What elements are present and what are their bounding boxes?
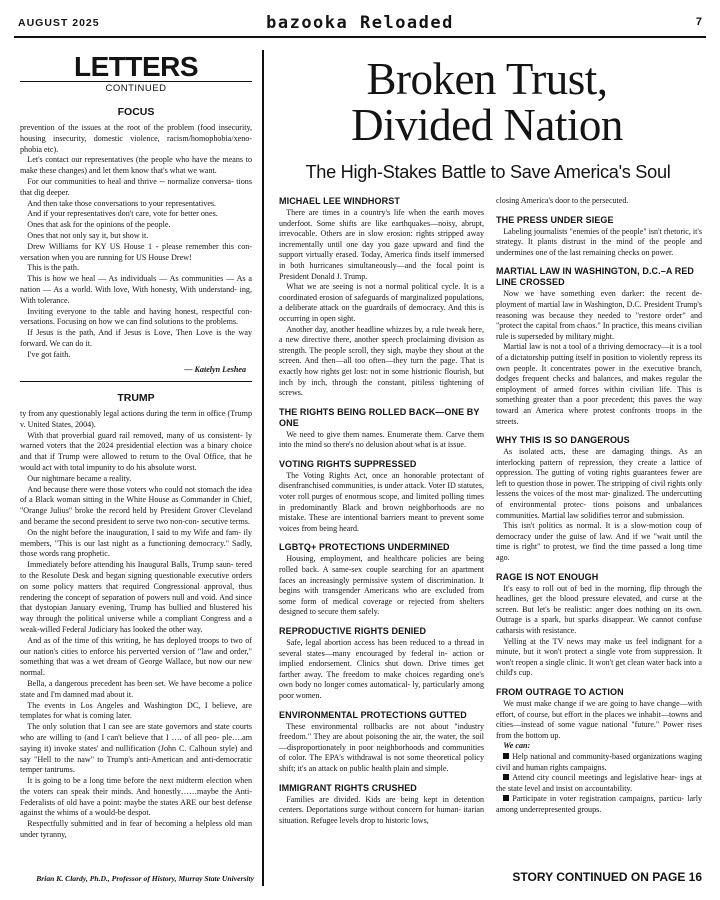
issue-date: AUGUST 2025: [18, 17, 100, 29]
section-heading: ENVIRONMENTAL PROTECTIONS GUTTED: [279, 709, 467, 720]
section-heading: REPRODUCTIVE RIGHTS DENIED: [279, 626, 427, 636]
letter-paragraph: With that proverbial guard rail removed, many of us consistent- ly warned voters that the 2024 presidential election was a binary choice and that if Trump were allowed to return to the Oval Office, that he would act with total impunity to do his absolute worst.: [20, 430, 252, 472]
letter-paragraph: Ones that not only say it, but show it.: [27, 230, 149, 240]
article-paragraph: Families are divided. Kids are being kept in detention centers. Deportations surge without concern for human- itarian situation. Refugee levels drop to historic lows,: [279, 794, 484, 825]
letter-paragraph: The only solution that I can see are state governors and state courts who are willing to (and I can't believe that I …. of all peo- ple….am saying it) invoke states' and nullification (John C. Calhoun style) and say "Hell to the naw" to Trump's anti-American and anti-democratic temper tantrums.: [20, 722, 252, 775]
letter-paragraph: And as of the time of this writing, he has deployed troops to two of our nation's cities to enforce his perverted version of "law and order," something that was a wet dream of George Wallace, but now our new normal.: [20, 635, 252, 678]
article-paragraph: It's easy to roll out of bed in the morning, flip through the headlines, get the blood pressure elevated, and curse at the screen. But let's be realistic: anger does nothing on its own. Outrage is a spark, but sparks disappear. We cannot confuse catharsis with resistance.: [496, 583, 702, 635]
section-heading: WHY THIS IS SO DANGEROUS: [496, 435, 630, 446]
article-paragraph: As isolated acts, these are damaging things. As an interlocking pattern of repression, they create a lattice of oppression. The gutting of voting rights guarantees fewer are left to question those in power. The stripping of civil rights only lessens the voices of the most mar- ginalized. The undercutting of environmental protec- tions poisons and unbalances communities. Martial law solidifies terror and submission.: [496, 447, 702, 520]
section-heading: IMMIGRANT RIGHTS CRUSHED: [279, 782, 417, 793]
bullet-square-icon: [503, 795, 509, 801]
letter-focus: [20, 106, 252, 375]
article-paragraph: Another day, another headline whizzes by, a rule tweak here, a new directive there, another speech proclaiming division as strength. The people scroll, they sigh, maybe they shout at the screen. And then—all too often—they turn the page. That is exactly how rights get lost: not in some histrionic flourish, but inch by inch, through the constant, pitiless tightening of screws.: [279, 324, 484, 398]
letters-rule: [20, 81, 252, 82]
letter-paragraph: And because there were those voters who could not stomach the idea of a Black woman sitting in the White House as Commander in Chief, "Orange Julius" broke the record held by President Grover Cleveland and became the second president to serve two non-con- secutive terms.: [20, 484, 252, 526]
letter-paragraph: If Jesus is the path, And if Jesus is Love, Then Love is the way forward. We can do it.: [20, 328, 252, 348]
article-paragraph: Yelling at the TV news may make us feel indignant for a minute, but it won't protect a single vote from suppression. It won't reopen a single clinic. It won't get clean water back into a child's cup.: [496, 636, 702, 678]
section-heading: THE PRESS UNDER SIEGE: [496, 214, 614, 225]
section-heading: FROM OUTRAGE TO ACTION: [496, 686, 624, 697]
article-paragraph: Labeling journalists "enemies of the people" isn't rhetoric, it's strategy. It plants distrust in the mind of the people and undermines one of the last remaining checks on power.: [496, 226, 702, 257]
article-paragraph: There are times in a country's life when the earth moves underfoot. Some shifts are like earthquakes—noisy, abrupt, irrevocable. Others are in slow erosion: rights stripped away incrementally until one day you gaze upward and find the support virtually erased. Today, America finds itself immersed in both hurricanes simultaneously—and the focal point is President Donald J. Trump.: [279, 208, 484, 281]
masthead: bazooka Reloaded: [266, 13, 454, 33]
article-column-3: [496, 196, 702, 816]
action-bullet: [496, 752, 702, 773]
page-number: 7: [695, 16, 702, 28]
header-rule: [14, 36, 706, 38]
article-paragraph: Safe, legal abortion access has been reduced to a thread in several states—many encouraged by federal in- action or implied endorsement. Clinics shut down. Drive times get farther away. The freedom to make choices regarding one's own body no longer comes automatical- ly, particularly among poor women.: [279, 638, 484, 700]
article-subhead: The High-Stakes Battle to Save America's Soul: [305, 162, 671, 182]
letter-paragraph: For our communities to heal and thrive -- normalize conversa- tions that dig deeper.: [20, 176, 252, 197]
letter-paragraph: This is the path.: [27, 263, 79, 273]
bullet-text: Help national and community-based organizations waging civil and human rights campaigns.: [496, 751, 702, 772]
headline-line-1: Broken Trust,: [366, 54, 608, 104]
action-bullet: [496, 773, 702, 794]
action-bullet: [496, 794, 702, 815]
letter-trump-signature: Brian K. Clardy, Ph.D., Professor of History, Murray State University: [36, 874, 254, 883]
section-heading: MARTIAL LAW IN WASHINGTON, D.C.–A RED LINE CROSSED: [496, 266, 695, 288]
article-column-2: [279, 196, 484, 826]
article-paragraph: Now we have something even darker: the recent de- ployment of martial law in Washington, D.C. President Trump's reasoning was because they needed to "restore order" and "protect the capital from chaos." In practice, this means civilian rule is superseded by military might.: [496, 289, 702, 341]
letter-paragraph: Bella, a dangerous precedent has been set. We have become a police state and I'm damned mad about it.: [20, 678, 252, 699]
bullet-square-icon: [503, 774, 509, 780]
bullet-text: Attend city council meetings and legislative hear- ings at the state level and insist on accountability.: [496, 773, 702, 793]
letter-paragraph: The events in Los Angeles and Washington DC, I believe, are templates for what is coming later.: [20, 700, 252, 721]
section-heading: THE RIGHTS BEING ROLLED BACK—ONE BY ONE: [279, 406, 480, 428]
letter-paragraph: Drew Williams for KY US House 1 - please remember this con- versation when you are running for US House Drew!: [20, 241, 252, 262]
letter-paragraph: prevention of the issues at the root of the problem (food insecurity, housing insecurity, domestic violence, racism/homophobia/xeno- phobia etc).: [20, 123, 252, 154]
letters-subtitle: CONTINUED: [105, 83, 167, 94]
article-paragraph: Housing, employment, and healthcare policies are being rolled back. A same-sex couple searching for an apartment faces an increasingly permissive system of discrimination. It begins with transgender Americans who are excluded from some form of medical coverage or rejected from shelters designed to secure them safely.: [279, 554, 484, 617]
section-heading: LGBTQ+ PROTECTIONS UNDERMINED: [279, 542, 450, 553]
letter-paragraph: On the night before the inauguration, I said to my Wife and fam- ily members, "This is our last night as a functioning democracy." Sadly, those words rang prophetic.: [20, 527, 252, 559]
letter-paragraph: Respectfully submitted and in fear of becoming a helpless old man under tyranny,: [20, 819, 252, 840]
article-paragraph: We need to give them names. Enumerate them. Carve them into the mind so there's no delusion about what is at issue.: [279, 429, 484, 450]
article-headline: [272, 56, 702, 148]
column-divider: [262, 50, 264, 886]
article-paragraph: These environmental rollbacks are not about "industry freedom." They are about poisoning the air, the water, the soil—disproportionately in poor neighborhoods and communities of color. The EPA's withdrawal is not some theoretical policy shift; it's an attack on public health plain and simple.: [279, 721, 484, 773]
section-heading: VOTING RIGHTS SUPPRESSED: [279, 458, 417, 469]
article-paragraph: This isn't politics as normal. It is a slow-motion coup of democracy under the guise of law. And if we "wait until the time is right" to protest, we find the time passed a long time ago.: [496, 521, 702, 563]
letters-title: LETTERS: [73, 51, 199, 82]
letters-section-rule: [20, 381, 252, 382]
letter-trump-label: TRUMP: [117, 392, 155, 404]
continued-notice: STORY CONTINUED ON PAGE 16: [512, 870, 702, 884]
letter-paragraph: Inviting everyone to the table and having honest, respectful con- versations. Focusing on how we can find solutions to the problems.: [20, 306, 252, 327]
article-paragraph: We must make change if we are going to have change—with effort, of course, but effort in the places we inhabit—towns and cities—instead of some vague national "future." Power rises from the bottom up.: [496, 698, 702, 740]
bullet-text: Participate in voter registration campaigns, particu- larly among underrepresented groups.: [496, 794, 702, 814]
letter-focus-body: [20, 123, 252, 361]
section-heading: MICHAEL LEE WINDHORST: [279, 196, 400, 206]
headline-line-2: Divided Nation: [351, 100, 623, 150]
letter-focus-signature: — Katelyn Leshea: [184, 364, 246, 374]
letter-paragraph: I've got faith.: [27, 349, 71, 359]
letter-paragraph: Ones that ask for the opinions of the people.: [27, 220, 171, 230]
letter-paragraph: It is going to be a long time before the next midterm election when the voters can speak their minds. And honestly……maybe the Anti-Federalists of old have a point: maybe the states ARE our best defense against the whims of a would-be despot.: [20, 776, 252, 818]
article-paragraph: closing America's door to the persecuted.: [496, 196, 629, 205]
letter-paragraph: And then take those conversations to your representatives.: [27, 198, 217, 208]
article-paragraph: The Voting Rights Act, once an honorable protectant of disenfranchised communities, is under attack. Voter ID statutes, voter roll purges of enormous scope, and limited polling times in predominantly Black and brown neighborhoods are no mistake. These are intentional barriers meant to prevent some voices from being heard.: [279, 470, 484, 533]
letter-trump: [20, 392, 252, 841]
bullet-square-icon: [503, 753, 509, 759]
article-paragraph: Martial law is not a tool of a thriving democracy—it is a tool of a dictatorship putting itself in position to violently repress its own people. It concentrates power in the executive branch, dodges frequent checks and balances, and makes regular the employment of armed forces within civilian life. This is something greater than a poor precedent; this paves the way toward an America where protest confronts troops in the streets.: [496, 342, 702, 426]
article-paragraph: What we are seeing is not a normal political cycle. It is a coordinated erosion of safeguards of marginalized populations, a deliberate attack on the guardrails of democracy. And this is occurring in open sight.: [279, 282, 484, 323]
letter-focus-label: FOCUS: [117, 106, 155, 118]
letter-paragraph: Immediately before attending his Inaugural Balls, Trump saun- tered to the Resolute Desk and began signing questionable executive orders on some policy matters that required Congressional approval, thus rendering the concept of separation of powers null and void. And since that dystopian January evening, Trump has bullied and blustered his way through the political universe while a compliant Congress and a weak-willed Federal Judiciary has looked the other way.: [20, 560, 252, 634]
we-can-label: We can:: [503, 741, 531, 751]
section-heading: RAGE IS NOT ENOUGH: [496, 571, 599, 582]
letter-paragraph: And if your representatives don't care, vote for better ones.: [27, 209, 218, 219]
letter-paragraph: Our nightmare became a reality.: [27, 473, 132, 483]
letter-paragraph: This is how we heal — As individuals — As communities — As a nation — As a world. With love, With honesty, With understand- ing, With tolerance.: [20, 274, 252, 305]
letter-paragraph: ty from any questionably legal actions during the term in office (Trump v. United States, 2004).: [20, 409, 252, 429]
letter-trump-body: [20, 409, 252, 841]
letter-paragraph: Let's contact our representatives (the people who have the means to make these changes) and let them know that's what we want.: [20, 155, 252, 176]
